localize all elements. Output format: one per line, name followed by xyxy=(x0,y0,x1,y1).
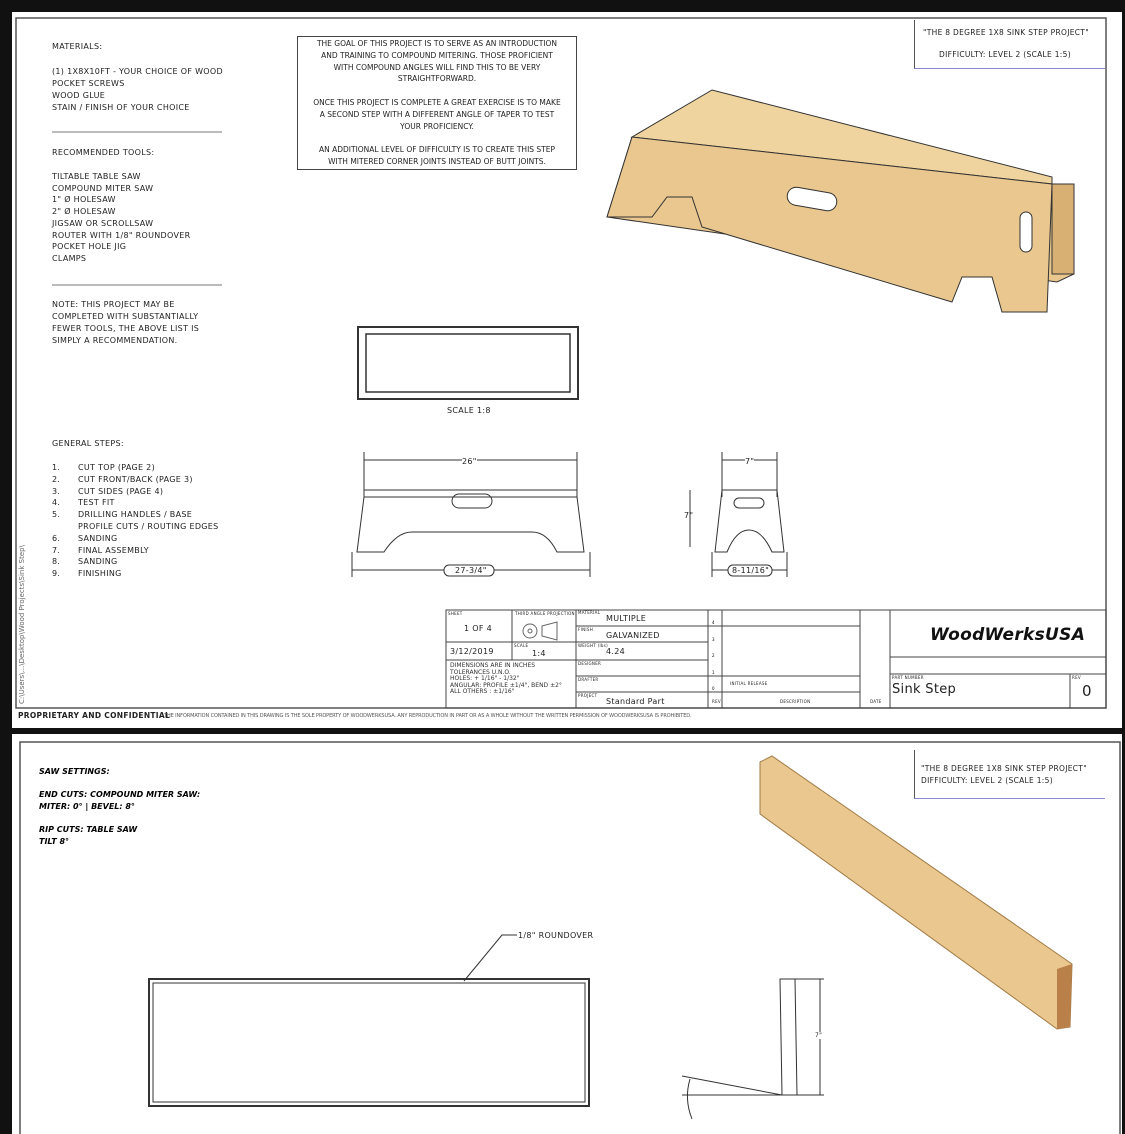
step-number: 6. xyxy=(52,533,61,543)
footer-text: THE INFORMATION CONTAINED IN THIS DRAWING IS THE SOLE PROPERTY OF WOODWERKSUSA. ANY REPRODUCTION IN PART OR AS A WHOLE WITHOUT THE WRITTEN PERMISSION OF WOODWERKSUSA IS PROHIBITED. xyxy=(164,713,692,719)
tilt-setting: TILT 8° xyxy=(39,837,70,846)
step-number: 3. xyxy=(52,486,61,496)
step-item xyxy=(52,486,219,498)
third-angle-projection-icon xyxy=(523,622,557,640)
end-cut-settings: MITER: 0° | BEVEL: 8° xyxy=(39,802,135,811)
weight-value: 4.24 xyxy=(606,647,626,656)
step-item xyxy=(52,509,219,521)
scale-value: 1:4 xyxy=(532,649,546,658)
steps-heading: GENERAL STEPS: xyxy=(52,439,124,448)
company-logo: WoodWerksUSA xyxy=(930,625,1086,645)
designer-label: DESIGNER xyxy=(578,661,602,666)
tool-item: ROUTER WITH 1/8" ROUNDOVER xyxy=(52,230,191,240)
tool-item: JIGSAW OR SCROLLSAW xyxy=(52,218,154,228)
step-item xyxy=(52,462,219,474)
step-number: 1. xyxy=(52,463,61,472)
top-view xyxy=(358,327,578,399)
projection-label: THIRD ANGLE PROJECTION xyxy=(515,611,575,616)
weight-label: WEIGHT (lbs) xyxy=(578,643,608,648)
step-text: PROFILE CUTS / ROUTING EDGES xyxy=(78,521,219,531)
part-number-label: PART NUMBER xyxy=(892,675,924,680)
intro-line: THE GOAL OF THIS PROJECT IS TO SERVE AS AN INTRODUCTION xyxy=(316,39,558,48)
intro-line: WITH MITERED CORNER JOINTS INSTEAD OF BUTT JOINTS. xyxy=(328,156,546,166)
finish-value: GALVANIZED xyxy=(606,631,660,640)
note-line: NOTE: THIS PROJECT MAY BE xyxy=(52,300,175,309)
step-item xyxy=(52,533,219,545)
note-line: SIMPLY A RECOMMENDATION. xyxy=(52,336,178,345)
intro-line: AN ADDITIONAL LEVEL OF DIFFICULTY IS TO CREATE THIS STEP xyxy=(318,145,556,155)
tool-item: POCKET HOLE JIG xyxy=(52,242,127,252)
step-item xyxy=(52,521,219,533)
sheet-label: SHEET xyxy=(448,611,463,616)
dim-side-bottom: 8-11/16" xyxy=(732,566,770,575)
steps-list xyxy=(52,462,219,580)
project-title: "THE 8 DEGREE 1X8 SINK STEP PROJECT" xyxy=(923,28,1089,37)
material-item: STAIN / FINISH OF YOUR CHOICE xyxy=(52,103,190,112)
materials-heading: MATERIALS: xyxy=(52,42,103,51)
difficulty: DIFFICULTY: LEVEL 2 (SCALE 1:5) xyxy=(921,776,1053,785)
board-end-view xyxy=(682,979,824,1119)
project-title: "THE 8 DEGREE 1X8 SINK STEP PROJECT" xyxy=(921,764,1087,773)
materials-list xyxy=(52,66,223,114)
side-view xyxy=(690,452,787,577)
roundover-label: 1/8" ROUNDOVER xyxy=(518,931,594,940)
dim-height: 7" xyxy=(684,511,694,520)
tool-item: CLAMPS xyxy=(52,253,87,263)
step-number xyxy=(52,521,78,533)
rev-number: 1 xyxy=(712,669,715,675)
step-item xyxy=(52,545,219,557)
dim-side-top: 7" xyxy=(745,457,755,466)
intro-line xyxy=(298,85,576,97)
intro-line: AND TRAINING TO COMPOUND MITERING. THOSE PROFICIENT xyxy=(321,50,553,60)
intro-line: STRAIGHTFORWARD. xyxy=(397,74,477,84)
intro-line: A SECOND STEP WITH A DIFFERENT ANGLE OF TAPER TO TEST xyxy=(319,109,555,119)
step-text: CUT FRONT/BACK (PAGE 3) xyxy=(78,474,193,484)
rev-number: 2 xyxy=(712,653,715,658)
board-top-view xyxy=(149,935,589,1106)
height-dim: 7" xyxy=(815,1032,823,1039)
saw-settings-heading: SAW SETTINGS: xyxy=(39,767,110,776)
rev-number: 0 xyxy=(712,686,715,691)
tool-item: 1" Ø HOLESAW xyxy=(52,195,116,205)
intro-line: ONCE THIS PROJECT IS COMPLETE A GREAT EXERCISE IS TO MAKE xyxy=(313,97,561,107)
project-label: PROJECT xyxy=(578,693,598,698)
front-view xyxy=(352,452,590,577)
footer-bold: PROPRIETARY AND CONFIDENTIAL xyxy=(18,711,171,720)
drawing-sheet-1 xyxy=(12,12,1122,728)
scale-label-small: SCALE xyxy=(514,643,529,648)
intro-line: YOUR PROFICIENCY. xyxy=(400,121,474,131)
step-number: 5. xyxy=(52,510,61,520)
step-text: SANDING xyxy=(78,557,118,567)
difficulty: DIFFICULTY: LEVEL 2 (SCALE 1:5) xyxy=(939,50,1071,59)
step-number: 4. xyxy=(52,498,61,508)
description-header: DESCRIPTION xyxy=(780,699,811,704)
intro-text-box xyxy=(297,36,577,170)
scale-label: SCALE 1:8 xyxy=(447,406,491,415)
rev-value: 0 xyxy=(1082,682,1092,700)
intro-line xyxy=(298,132,576,144)
project-value: Standard Part xyxy=(606,697,665,706)
material-value: MULTIPLE xyxy=(606,614,647,623)
step-item xyxy=(52,497,219,509)
material-label: MATERIAL xyxy=(578,610,601,615)
step-item xyxy=(52,568,219,580)
tool-item: 2" Ø HOLESAW xyxy=(52,207,116,217)
step-text: FINISHING xyxy=(78,569,122,579)
project-title-box xyxy=(914,20,1105,69)
rev-label: REV xyxy=(1072,675,1081,680)
tolerance-line: ANGULAR: PROFILE ±1/4", BEND ±2° xyxy=(450,681,562,689)
step-text: FINAL ASSEMBLY xyxy=(78,545,149,555)
tolerances xyxy=(450,663,562,696)
step-text: CUT TOP (PAGE 2) xyxy=(78,463,155,472)
drafter-label: DRAFTER xyxy=(578,677,599,682)
note-line: COMPLETED WITH SUBSTANTIALLY xyxy=(52,312,199,321)
project-title-box xyxy=(914,750,1105,799)
tool-item: TILTABLE TABLE SAW xyxy=(52,172,141,181)
step-item xyxy=(52,556,219,568)
dim-top-width: 26" xyxy=(462,457,477,466)
initial-release: INITIAL RELEASE xyxy=(730,681,768,686)
step-text: DRILLING HANDLES / BASE xyxy=(78,510,193,520)
drawing-sheet-2 xyxy=(12,734,1122,1134)
step-number: 2. xyxy=(52,474,61,484)
date-value: 3/12/2019 xyxy=(450,647,494,656)
rev-number: 3 xyxy=(712,636,715,642)
date-header: DATE xyxy=(870,699,882,704)
step-text: CUT SIDES (PAGE 4) xyxy=(78,486,164,496)
part-number: Sink Step xyxy=(892,682,957,697)
material-item: POCKET SCREWS xyxy=(52,79,125,88)
step-number: 8. xyxy=(52,557,61,567)
intro-line: WITH COMPOUND ANGLES WILL FIND THIS TO BE VERY xyxy=(333,62,541,72)
note-line: FEWER TOOLS, THE ABOVE LIST IS xyxy=(52,324,200,333)
step-text: SANDING xyxy=(78,533,118,543)
step-item xyxy=(52,474,219,486)
rip-cuts: RIP CUTS: TABLE SAW xyxy=(39,825,138,834)
tools-list xyxy=(52,171,190,265)
revision-numbers xyxy=(712,615,715,698)
rev-number: 4 xyxy=(712,620,715,625)
material-item: WOOD GLUE xyxy=(52,91,106,100)
tolerance-line: ALL OTHERS : ±1/16" xyxy=(450,688,515,695)
rev-header: REV xyxy=(712,699,721,704)
material-item: (1) 1X8X10FT - YOUR CHOICE OF WOOD xyxy=(52,67,223,76)
step-number: 7. xyxy=(52,545,61,555)
step-isometric-view xyxy=(607,90,1074,312)
end-cuts: END CUTS: COMPOUND MITER SAW: xyxy=(39,790,201,799)
finish-label: FINISH xyxy=(578,627,593,632)
tools-heading: RECOMMENDED TOOLS: xyxy=(52,148,155,157)
dim-bottom-width: 27-3/4" xyxy=(455,566,487,575)
step-number: 9. xyxy=(52,569,61,579)
tolerance-line: DIMENSIONS ARE IN INCHES xyxy=(450,662,536,669)
sheet-value: 1 OF 4 xyxy=(464,624,492,633)
note xyxy=(52,299,199,347)
tool-item: COMPOUND MITER SAW xyxy=(52,183,154,193)
file-path: C:\Users\...\Desktop\Wood Projects\Sink Step\ xyxy=(18,545,26,704)
step-text: TEST FIT xyxy=(78,498,115,508)
tolerance-line: TOLERANCES U.N.O. xyxy=(450,668,511,676)
tolerance-line: HOLES: + 1/16" - 1/32" xyxy=(450,675,520,682)
